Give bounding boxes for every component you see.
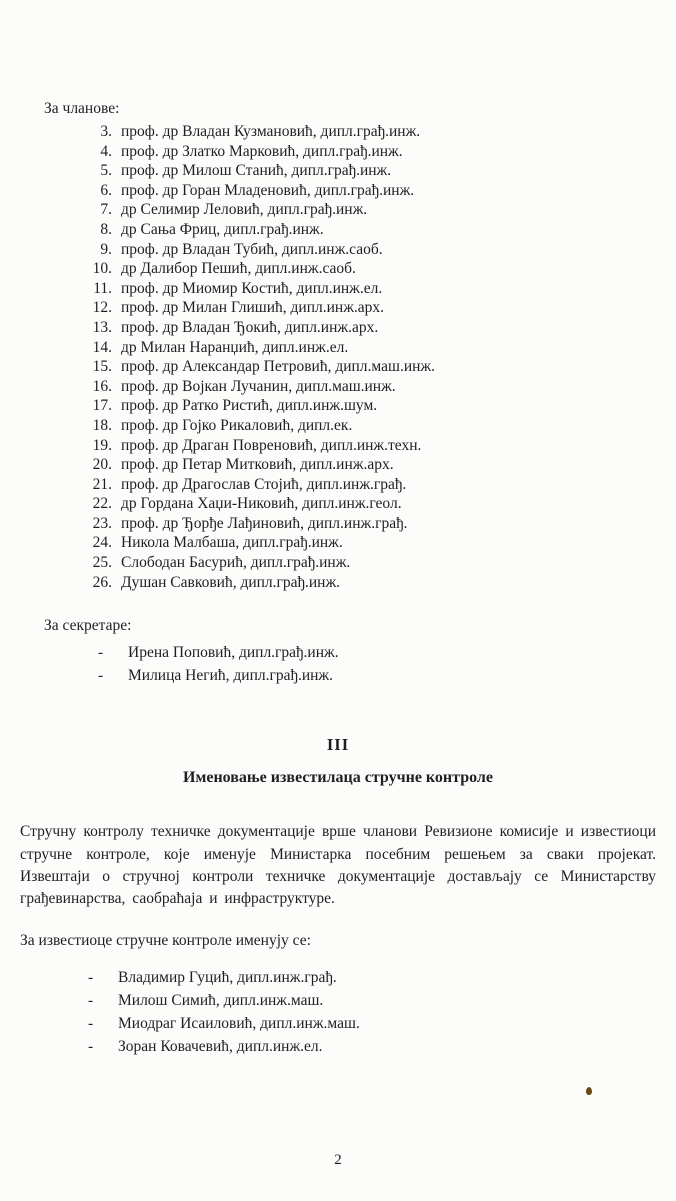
item-number: 18. [92,416,112,434]
item-number: 15. [92,358,112,376]
member-list-item [84,416,656,436]
item-number: 26. [92,573,112,591]
dash-bullet: - [88,992,94,1010]
dash-bullet: - [88,1038,94,1056]
item-number: 25. [92,554,112,572]
item-text: проф. др Милош Станић, дипл.грађ.инж. [121,162,392,180]
item-number: 19. [92,436,112,454]
body-paragraph: Стручну контролу техничке документације врше чланови Ревизионе комисије и известиоци стручне контроле, које именује Министарка посебним решењем за сваки пројекат. Извештаји о стручној контроли техничке документације достављају се Министарству грађевинарства, саобраћаја и инфраструктуре. [20,823,656,908]
item-text: проф. др Милан Глишић, дипл.инж.арх. [121,299,385,317]
item-text: Миодраг Исаиловић, дипл.инж.маш. [118,1015,360,1033]
members-section-label: За чланове: [44,100,120,117]
item-text: проф. др Драгослав Стојић, дипл.инж.грађ. [121,475,407,493]
item-number: 14. [92,338,112,356]
appoint-label: За известиоце стручне контроле именују се: [20,932,311,950]
member-list-item [84,455,656,475]
section-title: Именовање известилаца стручне контроле [183,769,493,787]
item-text: проф. др Владан Кузмановић, дипл.грађ.инж. [121,123,421,140]
member-list-item [84,298,656,318]
reviewer-list-item [88,989,656,1012]
secretary-list-item [98,641,656,664]
member-list-item [84,338,656,358]
item-text: проф. др Александар Петровић, дипл.маш.инж. [121,358,435,376]
item-number: 8. [100,220,112,238]
item-number: 10. [92,260,112,278]
item-text: др Сања Фриц, дипл.грађ.инж. [121,220,324,238]
item-number: 5. [100,162,112,180]
page-number: 2 [334,1152,342,1168]
member-list-item [84,161,656,181]
item-text: Милица Негић, дипл.грађ.инж. [128,667,333,685]
item-text: проф. др Ратко Ристић, дипл.инж.шум. [121,397,378,415]
member-list-item [84,475,656,495]
item-number: 24. [92,534,112,552]
member-list-item [84,200,656,220]
item-number: 17. [92,397,112,415]
item-number: 7. [100,201,112,219]
member-list-item [84,514,656,534]
item-text: проф. др Гојко Рикаловић, дипл.ек. [121,416,353,434]
item-text: проф. др Ђорђе Лађиновић, дипл.инж.грађ. [121,514,408,532]
reviewer-list-item [88,1012,656,1035]
reviewers-list [88,966,656,1058]
member-list-item [84,553,656,573]
item-text: Зоран Ковачевић, дипл.инж.ел. [118,1038,323,1056]
item-text: проф. др Златко Марковић, дипл.грађ.инж. [121,142,403,160]
secretary-list-item [98,664,656,687]
dash-bullet: - [98,644,104,662]
dash-bullet: - [88,969,94,987]
member-list-item [84,220,656,240]
member-list-item [84,142,656,162]
member-list-item [84,573,656,593]
item-text: проф. др Војкан Лучанин, дипл.маш.инж. [121,377,396,395]
item-text: Владимир Гуцић, дипл.инж.грађ. [118,969,337,987]
dash-bullet: - [88,1015,94,1033]
item-text: Слободан Басурић, дипл.грађ.инж. [121,554,351,572]
member-list-item [84,357,656,377]
item-number: 22. [92,495,112,513]
item-text: Никола Малбаша, дипл.грађ.инж. [121,534,343,552]
item-number: 13. [92,318,112,336]
item-text: проф. др Миомир Костић, дипл.инж.ел. [121,279,383,297]
members-list [84,122,656,592]
member-list-item [84,436,656,456]
secretaries-section [20,617,656,687]
item-number: 23. [92,514,112,532]
member-list-item [84,181,656,201]
member-list-item [84,533,656,553]
member-list-item [84,279,656,299]
item-text: др Далибор Пешић, дипл.инж.саоб. [121,260,356,278]
secretaries-list [98,641,656,687]
section-numeral: III [326,735,350,755]
item-text: др Гордана Хаџи-Никовић, дипл.инж.геол. [121,495,402,513]
secretaries-section-label: За секретаре: [44,617,132,635]
item-text: Милош Симић, дипл.инж.маш. [118,992,324,1010]
item-number: 3. [100,123,112,140]
ink-speck [586,1087,592,1095]
item-text: др Милан Наранџић, дипл.инж.ел. [121,338,349,356]
item-text: проф. др Владан Тубић, дипл.инж.саоб. [121,240,383,258]
item-number: 6. [100,181,112,199]
item-number: 16. [92,377,112,395]
item-text: проф. др Петар Митковић, дипл.инж.арх. [121,456,394,474]
item-number: 21. [92,475,112,493]
item-text: др Селимир Леловић, дипл.грађ.инж. [121,201,368,219]
item-text: проф. др Горан Младеновић, дипл.грађ.инж. [121,181,415,199]
item-number: 4. [100,142,112,160]
item-number: 11. [93,279,112,297]
member-list-item [84,240,656,260]
item-text: проф. др Владан Ђокић, дипл.инж.арх. [121,318,379,336]
member-list-item [84,377,656,397]
member-list-item [84,396,656,416]
item-number: 9. [100,240,112,258]
item-number: 20. [92,456,112,474]
item-number: 12. [92,299,112,317]
member-list-item [84,259,656,279]
item-text: проф. др Драган Повреновић, дипл.инж.техн. [121,436,422,454]
section-heading [20,735,656,787]
member-list-item [84,122,656,142]
member-list-item [84,318,656,338]
reviewer-list-item [88,966,656,989]
member-list-item [84,494,656,514]
reviewer-list-item [88,1035,656,1058]
dash-bullet: - [98,667,104,685]
item-text: Душан Савковић, дипл.грађ.инж. [121,573,341,591]
item-text: Ирена Поповић, дипл.грађ.инж. [128,644,339,662]
